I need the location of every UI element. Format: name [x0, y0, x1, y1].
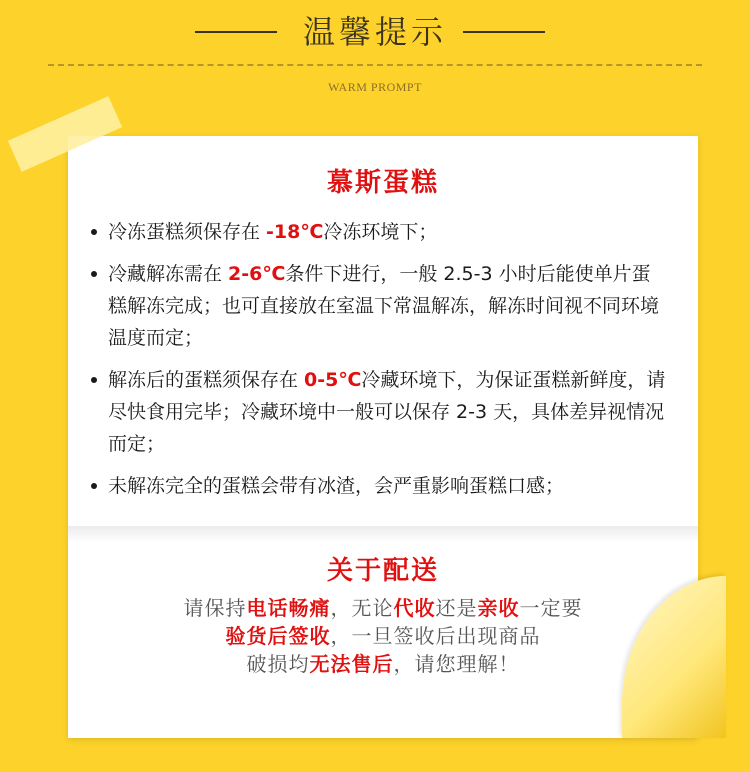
notice-card [68, 136, 698, 738]
header-subtitle: WARM PROMPT [328, 80, 422, 94]
section-title-delivery: 关于配送 [326, 556, 439, 586]
list-item: 冷冻蛋糕须保存在 -18℃冷冻环境下； [88, 216, 668, 248]
list-item: 解冻后的蛋糕须保存在 0-5℃冷藏环境下，为保证蛋糕新鲜度，请尽快食用完毕；冷藏环境中一般可以保存 2-3 天，具体差异视情况而定； [88, 364, 668, 460]
storage-section [68, 136, 698, 531]
fold-shadow [68, 526, 698, 542]
delivery-line-2: 验货后签收，一旦签收后出现商品 [225, 624, 541, 648]
storage-notes-list [88, 216, 668, 512]
section-title-mousse: 慕斯蛋糕 [326, 168, 439, 198]
header-right-line [463, 31, 545, 33]
delivery-notice [68, 594, 698, 678]
list-item: 冷藏解冻需在 2-6℃条件下进行，一般 2.5-3 小时后能使单片蛋糕解冻完成；也可直接放在室温下常温解冻，解冻时间视不同环境温度而定； [88, 258, 668, 354]
header-title: 温馨提示 [302, 13, 447, 51]
delivery-line-1: 请保持电话畅痛，无论代收还是亲收一定要 [183, 596, 583, 620]
list-item: 未解冻完全的蛋糕会带有冰渣，会严重影响蛋糕口感； [88, 470, 668, 502]
dotted-divider [48, 64, 702, 66]
delivery-line-3: 破损均无法售后，请您理解！ [246, 652, 520, 676]
